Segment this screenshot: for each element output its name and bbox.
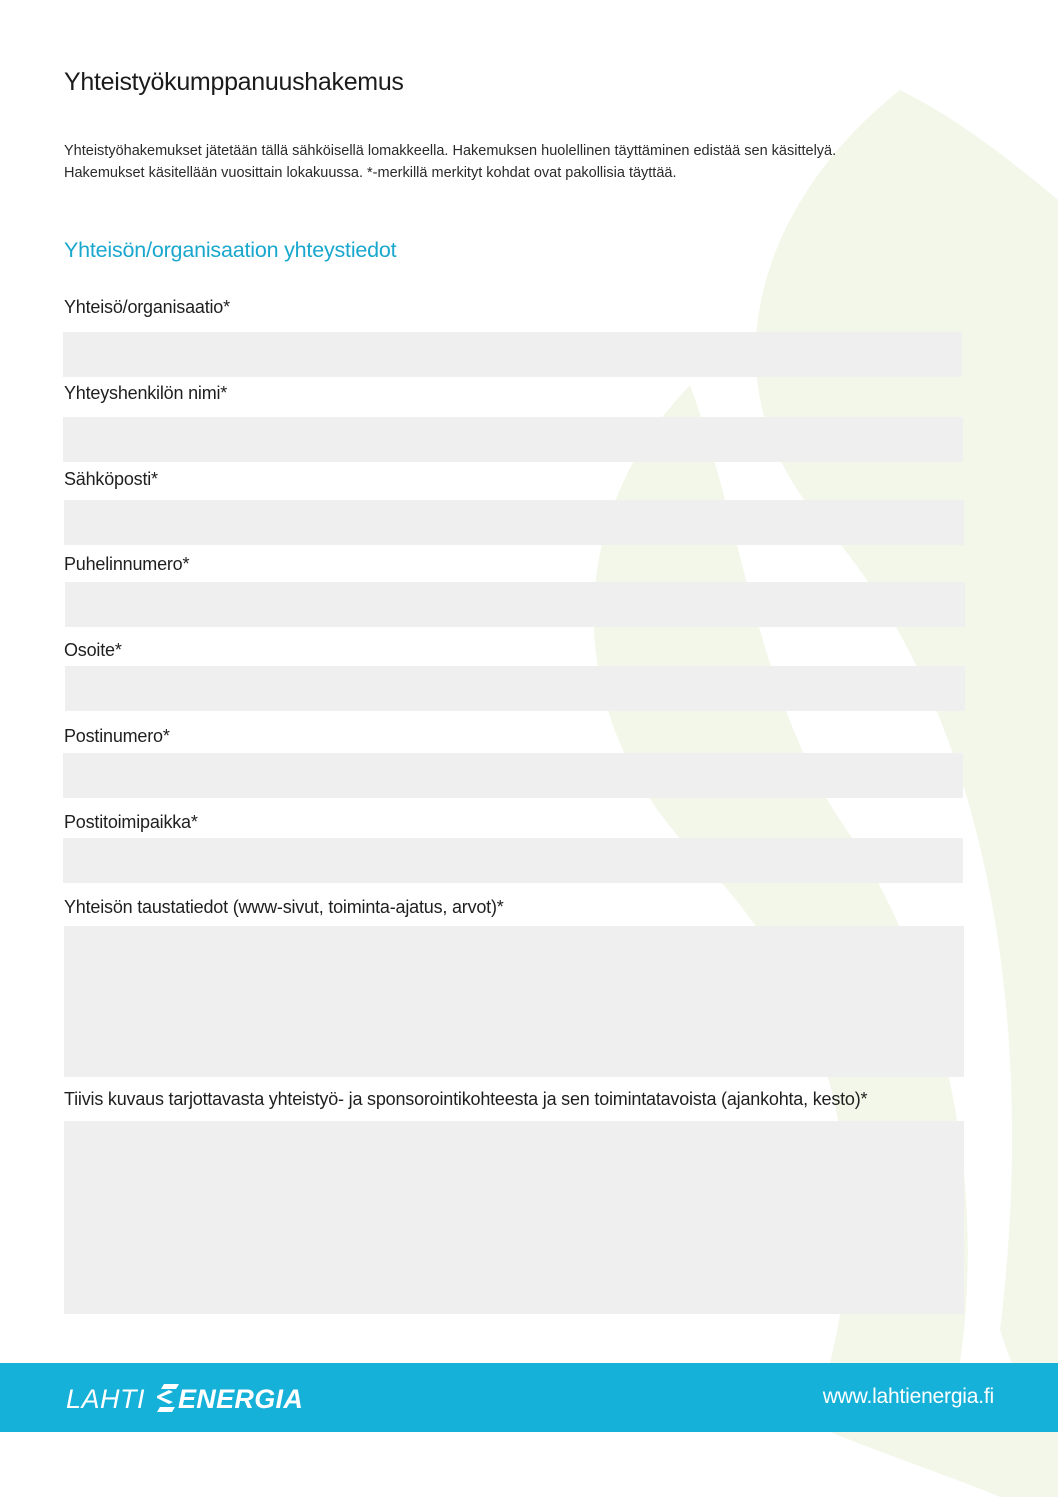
intro-line-2: Hakemukset käsitellään vuosittain lokakuussa. *-merkillä merkityt kohdat ovat pakollisia täyttää. bbox=[64, 165, 677, 181]
postal-code-label: Postinumero* bbox=[64, 726, 170, 746]
organization-field[interactable] bbox=[63, 332, 962, 377]
background-field[interactable] bbox=[64, 926, 964, 1077]
description-field[interactable] bbox=[64, 1121, 964, 1314]
address-label: Osoite* bbox=[64, 640, 122, 660]
city-label: Postitoimipaikka* bbox=[64, 812, 198, 832]
contact-name-field[interactable] bbox=[63, 417, 963, 462]
email-label: Sähköposti* bbox=[64, 469, 158, 489]
address-field[interactable] bbox=[65, 666, 965, 711]
website-link[interactable]: www.lahtienergia.fi bbox=[822, 1385, 994, 1408]
phone-label: Puhelinnumero* bbox=[64, 554, 190, 574]
logo-text-lahti: LAHTI bbox=[66, 1384, 146, 1414]
logo-text-energia: ENERGIA bbox=[178, 1384, 304, 1414]
page-title: Yhteistyökumppanuushakemus bbox=[64, 68, 404, 96]
phone-field[interactable] bbox=[65, 582, 965, 627]
email-field[interactable] bbox=[64, 500, 964, 545]
intro-text bbox=[64, 140, 944, 184]
organization-label: Yhteisö/organisaatio* bbox=[64, 297, 230, 317]
background-label: Yhteisön taustatiedot (www-sivut, toiminta-ajatus, arvot)* bbox=[64, 897, 504, 917]
postal-code-field[interactable] bbox=[63, 753, 963, 798]
section-title: Yhteisön/organisaation yhteystiedot bbox=[64, 238, 397, 262]
description-label: Tiivis kuvaus tarjottavasta yhteistyö- ja sponsorointikohteesta ja sen toimintatavoista (ajankohta, kesto)* bbox=[64, 1089, 868, 1109]
intro-line-1: Yhteistyöhakemukset jätetään tällä sähköisellä lomakkeella. Hakemuksen huolellinen täyttäminen edistää sen käsittelyä. bbox=[64, 143, 837, 159]
contact-name-label: Yhteyshenkilön nimi* bbox=[64, 383, 228, 403]
city-field[interactable] bbox=[63, 838, 963, 883]
